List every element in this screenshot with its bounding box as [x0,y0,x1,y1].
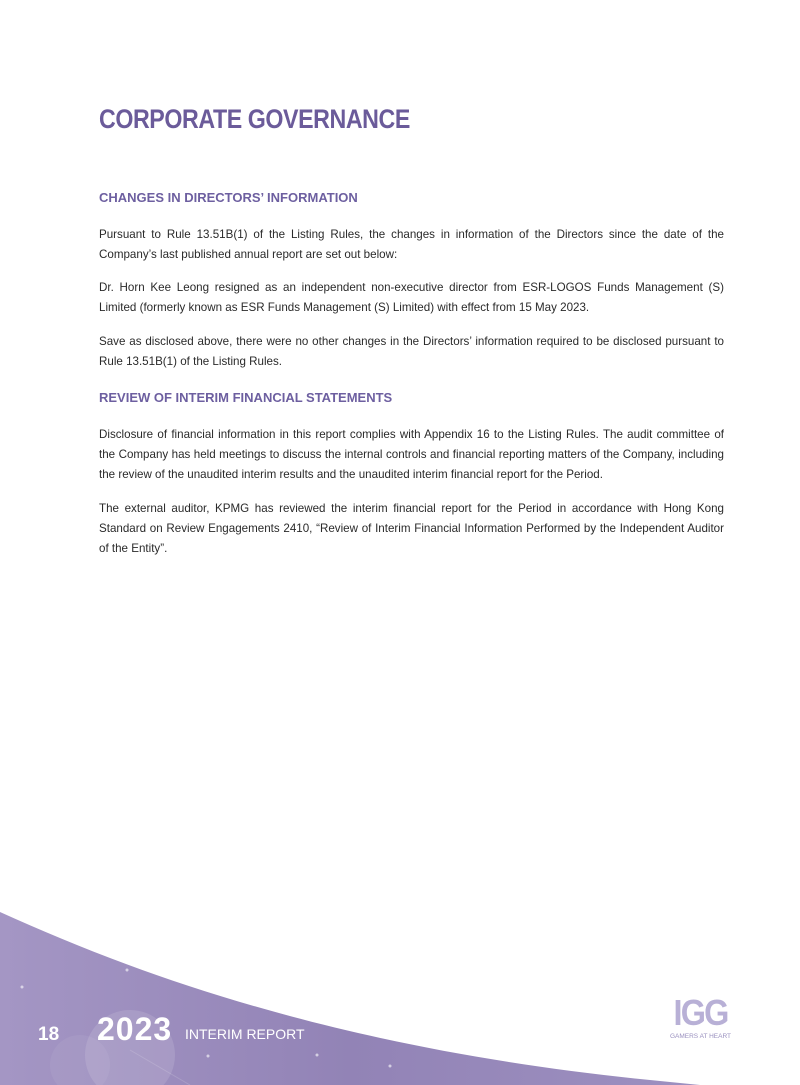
logo-tagline: GAMERS AT HEART [669,1033,732,1040]
paragraph: Dr. Horn Kee Leong resigned as an independent non-executive director from ESR-LOGOS Funds Management (S) Limited (formerly known as ESR Funds Management (S) Limited) with effect from 15 May 2023. [99,281,724,314]
section-heading-directors: CHANGES IN DIRECTORS’ INFORMATION [99,190,358,205]
page-title: CORPORATE GOVERNANCE [99,104,410,134]
page-number: 18 [38,1024,60,1045]
paragraph: Disclosure of financial information in this report complies with Appendix 16 to the Listing Rules. The audit committee of the Company has held meetings to discuss the internal controls and financial reporting matters of the Company, including the review of the unaudited interim results and the unaudited interim financial report for the Period. [99,428,724,481]
paragraph: Save as disclosed above, there were no other changes in the Directors’ information required to be disclosed pursuant to Rule 13.51B(1) of the Listing Rules. [99,335,724,368]
report-label: INTERIM REPORT [185,1026,305,1042]
logo-mark: IGG [673,992,728,1033]
igg-logo [663,992,738,1040]
paragraph: The external auditor, KPMG has reviewed the interim financial report for the Period in accordance with Hong Kong Standard on Review Engagements 2410, “Review of Interim Financial Information Performed by the Independent Auditor of the Entity”. [99,502,724,555]
report-year: 2023 [97,1011,173,1047]
paragraph: Pursuant to Rule 13.51B(1) of the Listing Rules, the changes in information of the Directors since the date of the Company’s last published annual report are set out below: [99,228,724,261]
section-heading-review: REVIEW OF INTERIM FINANCIAL STATEMENTS [99,390,393,405]
